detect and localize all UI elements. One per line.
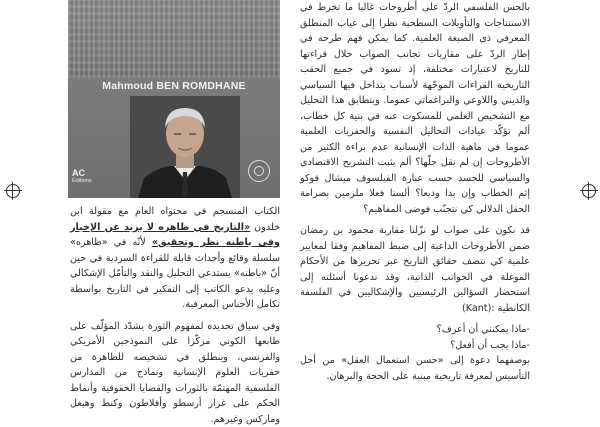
right-paragraph-3 [300, 353, 530, 384]
article-column-left [70, 204, 280, 400]
publisher-brand-ac: AC [72, 168, 126, 178]
author-portrait-drawing [130, 96, 240, 198]
question-1: -ماذا يمكنني أن أعرف؟ [300, 322, 530, 338]
left-p1-intro: الكتاب المنسجم في محتواه العام مع مقولة ابن خلدون [70, 206, 280, 233]
book-cover-image [68, 0, 280, 198]
left-p1-quote: «التاريخ في ظاهره لا يزيد عن الإخبار وفي باطنه نظر وتحقيق» [70, 222, 280, 249]
right-paragraph-1: بالحس الفلسفي الردّ على أطروحات غالبا ما تخرط في الاستنتاجات والتأويلات السطحية نظرا إلى غياب المنطلق المعرفي ذي الصبغة العلمية. كما يمكن فهم طرحه في إطار الردّ على مقاربات تجانب الصواب خلال قراءتها للتاريخ لاعتبارات مختلفة، إذ تسود في جميع الحقب التاريخية القراءات الموجّهة لأسباب يتداخل فيها السياسي والديني واللاوعي والبراغماتي عموما. ويتطابق هذا التحليل مع التشخيص العلمي للمسكوت عنه في بنية كل خطاب، ألم تؤكّد عيادات التحاليل النفسية والحفريات العلمية عموما في ماهية الذات الإنسانية عدم براءة الكثير من الأطروحات إن لم نقل جلّها؟ ألم يثبت التشريح الاقتصادي والسياسي للجسد حسب عبارة الفيلسوف ميشال فوكو إثم الخطاب وإن بدا وديعا؟ ألسنا فعلا ملزمين بصرامة الحقل الدلالي كي نتجنّب فوضى المفاهيم؟ [300, 0, 530, 217]
right-p3-end: أجل التأسيس لمعرفة تاريخية مبنية على الحجة والبرهان. [300, 355, 530, 382]
registration-mark-left [6, 184, 20, 198]
publisher-brand [72, 168, 126, 194]
right-p3-start: بوصفهما دعوة إلى «حسن استعمال العقل» من [322, 355, 530, 366]
publisher-seal-icon [248, 160, 270, 182]
publisher-brand-editions: Éditions [72, 178, 126, 184]
author-portrait [130, 96, 240, 198]
article-column-right [300, 0, 530, 400]
cover-author-name: Mahmoud BEN ROMDHANE [68, 80, 280, 92]
left-paragraph-2: وفي سياق تحديده لمفهوم الثورة يشدّد المؤلّف على طابعها الكوني مركّزا على النموذجين الأمريكي والفرنسي، وينطلق في تشخيصه للظاهرة من حفريات العلوم الإنسانية ونماذج من المدارس الفلسفية المهتمّة بالثورات والقضايا الحقوقية وأنماط الحكم على غرار أرسطو وأفلاطون وكنط وهيغل وماركس وغيرهم. [70, 319, 280, 427]
left-paragraph-1 [70, 204, 280, 313]
right-p2-main: قد نكون على صواب لو نزّلنا مقاربة محمود بن رمضان ضمن الأطروحات الداعية إلى ضبط المفاهيم وفقا لمعايير علمية كي نتصف حقائق التاريخ عبر تحريرها من الأحكام الموغلة في الجوانب الذاتية، وقد تدعونا أسئلته إلى استحضار السؤالين الرئيسيين والإشكاليين في الفلسفة الكانطية [300, 225, 530, 314]
question-2: -ماذا يجب أن أفعل؟ [300, 338, 530, 354]
left-p1-rest: لأنّه في «ظاهره» سلسلة وقائع وأحداث قابلة للقراءة السردية في حين أنّ «باطنه» يستدعي التحليل والنقد والتأمّل الإشكالي وعليه يدعو الكاتب إلى التفكير في التاريخ بواسطة تكامل الأجناس المعرفية. [70, 237, 280, 310]
right-p2-kant: (Kant): [462, 303, 495, 314]
registration-mark-right [582, 184, 596, 198]
right-paragraph-2 [300, 223, 530, 316]
cover-texture [68, 0, 280, 78]
